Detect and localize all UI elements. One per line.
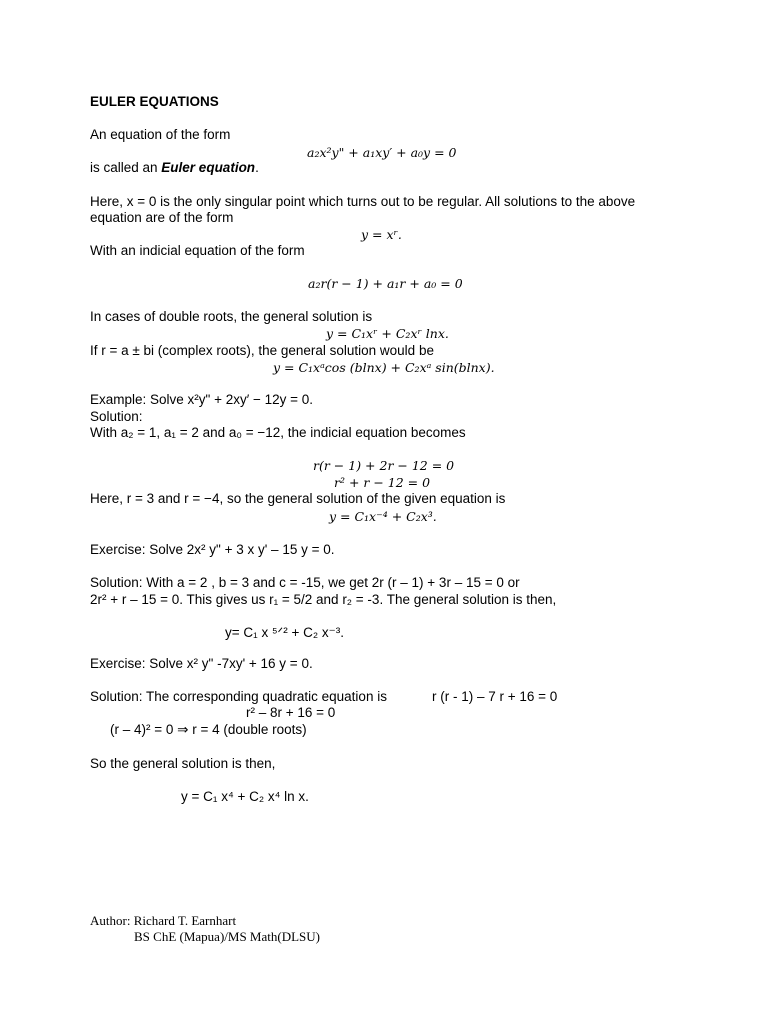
double-roots-solution: y = C₁xʳ + C₂xʳ lnx.: [326, 326, 449, 341]
here-line-1: Here, x = 0 is the only singular point which turns out to be regular. All solutions to the above: [90, 194, 636, 209]
exercise-1-solution-line-2: 2r² + r – 15 = 0. This gives us r₁ = 5/2 and r₂ = -3. The general solution is then,: [90, 592, 557, 607]
indicial-equation: a₂r(r − 1) + a₁r + a₀ = 0: [308, 276, 463, 291]
example-indicial-eq-1: r(r − 1) + 2r − 12 = 0: [313, 458, 455, 473]
euler-equation-term: Euler equation: [161, 160, 256, 175]
complex-roots-text: If r = a ± bi (complex roots), the general solution would be: [90, 343, 434, 358]
exercise-1-problem: Exercise: Solve 2x² y" + 3 x y' – 15 y = 0.: [90, 542, 335, 557]
euler-equation-formula: a₂x²y" + a₁xy′ + a₀y = 0: [307, 145, 457, 160]
intro-line-1: An equation of the form: [90, 127, 231, 142]
exercise-1-solution-line-1: Solution: With a = 2 , b = 3 and c = -15, we get 2r (r – 1) + 3r – 15 = 0 or: [90, 575, 520, 590]
solution-form-equation: y = xʳ.: [361, 227, 402, 242]
page-title: EULER EQUATIONS: [90, 94, 219, 109]
double-roots-text: In cases of double roots, the general solution is: [90, 309, 373, 324]
example-solution-label: Solution:: [90, 409, 143, 424]
example-with-line: With a₂ = 1, a₁ = 2 and a₀ = −12, the indicial equation becomes: [90, 425, 466, 440]
example-general-solution: y = C₁x⁻⁴ + C₂x³.: [329, 509, 437, 524]
example-indicial-eq-2: r² + r − 12 = 0: [334, 475, 431, 490]
exercise-2-line-2: r² – 8r + 16 = 0: [246, 705, 336, 720]
author-credentials: BS ChE (Mapua)/MS Math(DLSU): [134, 929, 320, 944]
author-name: Author: Richard T. Earnhart: [90, 913, 237, 928]
exercise-2-result: y = C₁ x⁴ + C₂ x⁴ ln x.: [181, 789, 309, 804]
example-problem: Example: Solve x²y" + 2xy′ − 12y = 0.: [90, 392, 314, 407]
here-line-3: With an indicial equation of the form: [90, 243, 305, 258]
exercise-2-solution-label: Solution: The corresponding quadratic equation is: [90, 689, 387, 704]
exercise-2-problem: Exercise: Solve x² y" -7xy' + 16 y = 0.: [90, 656, 313, 671]
exercise-2-general-text: So the general solution is then,: [90, 756, 276, 771]
intro-line-2: [90, 159, 259, 176]
exercise-2-line-3: (r – 4)² = 0 ⇒ r = 4 (double roots): [110, 722, 307, 737]
example-here-line: Here, r = 3 and r = −4, so the general solution of the given equation is: [90, 491, 506, 506]
here-line-2: equation are of the form: [90, 210, 234, 225]
exercise-1-result: y= C₁ x ⁵ᐟ² + C₂ x⁻³.: [225, 625, 344, 640]
complex-roots-solution: y = C₁xᵃcos (blnx) + C₂xᵃ sin(blnx).: [273, 360, 495, 375]
intro-line-2-suffix: .: [255, 160, 259, 175]
intro-line-2-prefix: is called an: [90, 160, 162, 175]
exercise-2-quadratic-eq: r (r - 1) – 7 r + 16 = 0: [432, 689, 558, 704]
